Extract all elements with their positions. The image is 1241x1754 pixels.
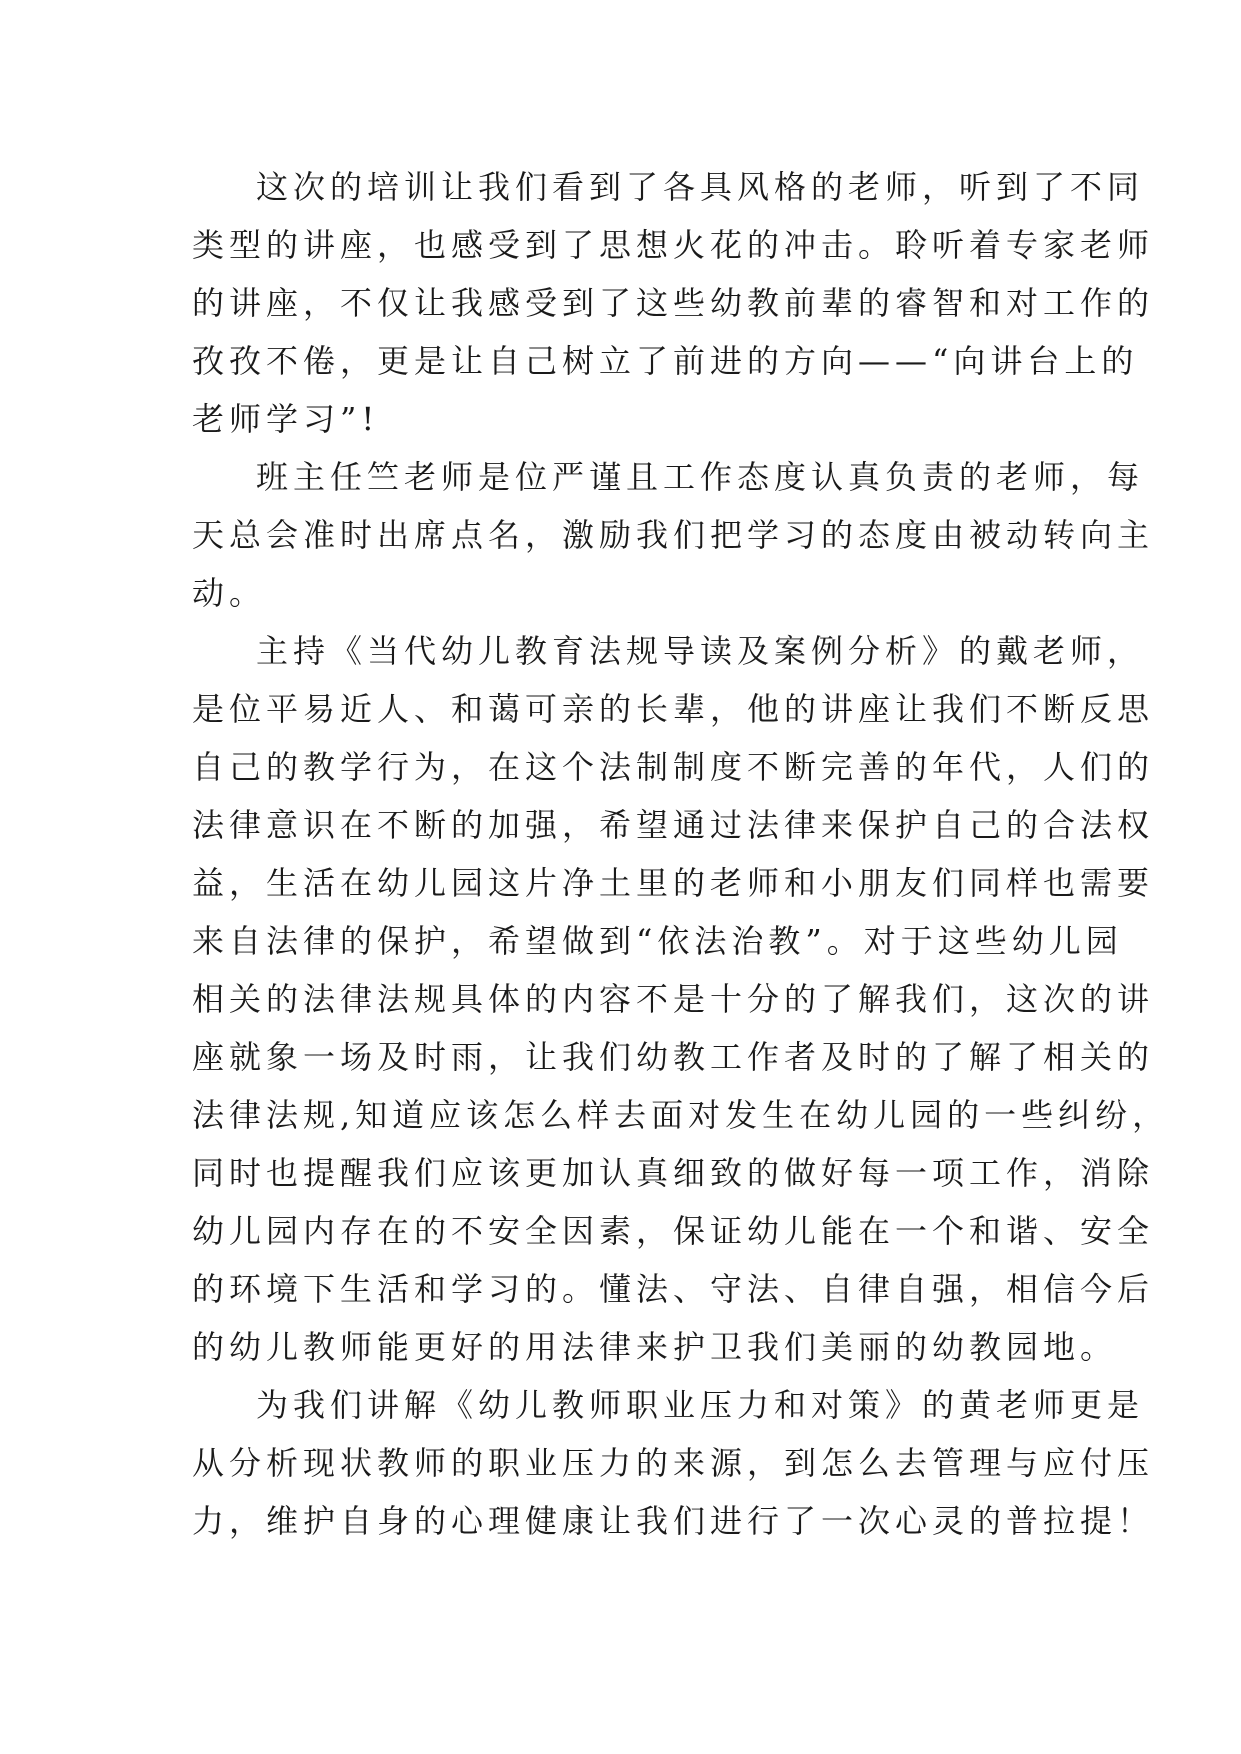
- text-line: 幼儿园内存在的不安全因素，保证幼儿能在一个和谐、安全: [192, 1212, 1155, 1250]
- text-line: 是位平易近人、和蔼可亲的长辈，他的讲座让我们不断反思: [192, 690, 1155, 728]
- text-line: 孜孜不倦，更是让自己树立了前进的方向——“向讲台上的: [192, 342, 1139, 380]
- text-line: 力，维护自身的心理健康让我们进行了一次心灵的普拉提！: [192, 1502, 1155, 1540]
- text-line: 的环境下生活和学习的。懂法、守法、自律自强，相信今后: [192, 1270, 1155, 1308]
- text-line: 为我们讲解《幼儿教师职业压力和对策》的黄老师更是: [256, 1386, 1145, 1424]
- paragraph-1: [192, 158, 1155, 448]
- document-body: [192, 158, 1170, 1550]
- text-line: 老师学习”!: [192, 400, 380, 438]
- text-line: 来自法律的保护，希望做到“依法治教”。对于这些幼儿园: [192, 922, 1123, 960]
- text-line: 班主任竺老师是位严谨且工作态度认真负责的老师，每: [256, 458, 1145, 496]
- paragraph-2: [192, 448, 1155, 622]
- text-line: 自己的教学行为，在这个法制制度不断完善的年代，人们的: [192, 748, 1155, 786]
- text-line: 益，生活在幼儿园这片净土里的老师和小朋友们同样也需要: [192, 864, 1155, 902]
- text-line: 从分析现状教师的职业压力的来源，到怎么去管理与应付压: [192, 1444, 1155, 1482]
- text-line: 法律法规,知道应该怎么样去面对发生在幼儿园的一些纠纷，: [192, 1096, 1170, 1134]
- text-line: 动。: [192, 574, 267, 612]
- text-line: 的讲座，不仅让我感受到了这些幼教前辈的睿智和对工作的: [192, 284, 1155, 322]
- text-line: 法律意识在不断的加强，希望通过法律来保护自己的合法权: [192, 806, 1155, 844]
- text-line: 的幼儿教师能更好的用法律来护卫我们美丽的幼教园地。: [192, 1328, 1118, 1366]
- text-line: 座就象一场及时雨，让我们幼教工作者及时的了解了相关的: [192, 1038, 1155, 1076]
- text-line: 这次的培训让我们看到了各具风格的老师，听到了不同: [256, 168, 1145, 206]
- paragraph-4: [192, 1376, 1155, 1550]
- text-line: 天总会准时出席点名，激励我们把学习的态度由被动转向主: [192, 516, 1155, 554]
- text-line: 相关的法律法规具体的内容不是十分的了解我们，这次的讲: [192, 980, 1155, 1018]
- text-line: 类型的讲座，也感受到了思想火花的冲击。聆听着专家老师: [192, 226, 1155, 264]
- text-line: 同时也提醒我们应该更加认真细致的做好每一项工作，消除: [192, 1154, 1155, 1192]
- paragraph-3: [192, 622, 1170, 1376]
- text-line: 主持《当代幼儿教育法规导读及案例分析》的戴老师，: [256, 632, 1145, 670]
